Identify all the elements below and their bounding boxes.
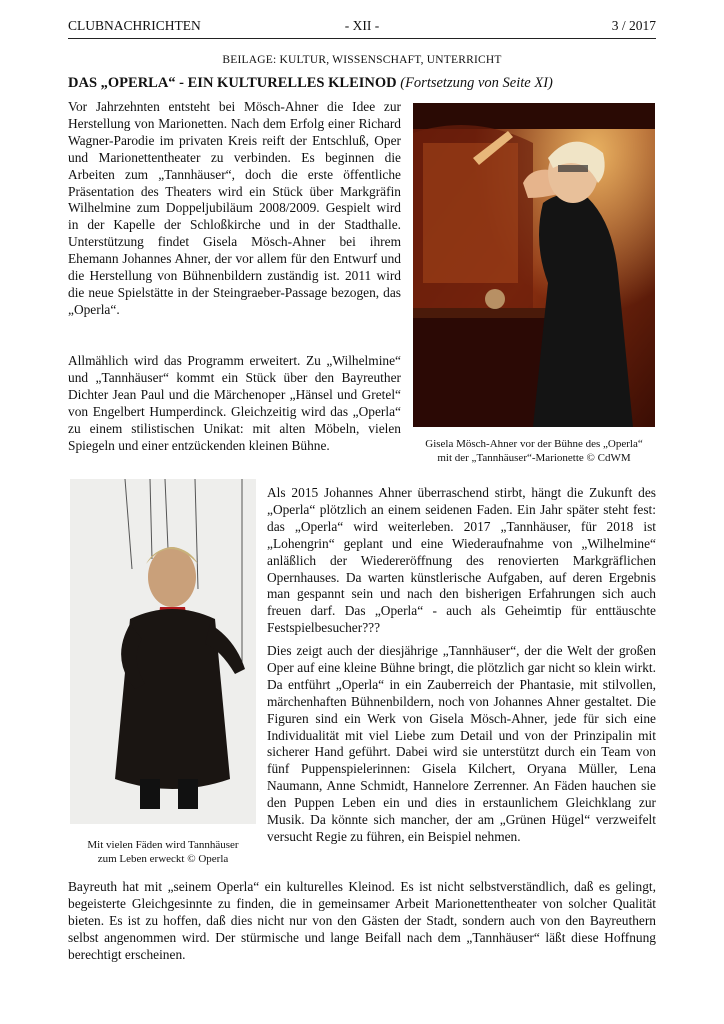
header-page-number: - XII - <box>344 18 380 33</box>
caption-woman-line-2: mit der „Tannhäuser“-Marionette © CdWM <box>437 452 631 464</box>
article-title-continued: (Fortsetzung von Seite XI) <box>400 75 553 91</box>
header-issue: 3 / 2017 <box>611 18 656 33</box>
article-title-main: DAS „OPERLA“ - EIN KULTURELLES KLEINOD <box>68 75 397 91</box>
photo-tannhaeuser-marionette <box>70 479 256 824</box>
paragraph-2: Allmählich wird das Programm erweitert. Zu „Wilhelmine“ und „Tannhäuser“ kommt ein Stück über den Bayreuther Dichter Jean Paul und die Märchenoper „Hänsel und Gretel“ von Engelbert Humperdinck. Gleichzeitig wird das „Operla“ zu einem stilistischen Unikat: mit alten Möbeln, vielen Spiegeln und einer entzückenden kleinen Bühne. <box>68 353 401 453</box>
caption-woman-photo <box>405 437 663 465</box>
caption-marionette-photo <box>62 838 264 866</box>
paragraph-3: Als 2015 Johannes Ahner überraschend stirbt, hängt die Zukunft des „Operla“ plötzlich an einem seidenen Faden. Ein Jahr später steht fest: das „Operla“ wird weiterleben. 2017 „Tannhäuser, für 2018 ist „Lohengrin“ geplant und eine Wiederaufnahme von „Wilhelmine“ anläßlich der Wiedereröffnung des renovierten Markgräflichen Opernhauses. Da warten künstlerische Aufgaben, auf deren Ergebnis man gespannt sein und nach den bisherigen Erfahrungen sich auch freuen darf. Das „Operla“ - auch als Geheimtip für enttäuschte Festspielbesucher??? <box>267 485 656 636</box>
caption-marionette-line-1: Mit vielen Fäden wird Tannhäuser <box>87 839 239 851</box>
paragraph-5: Bayreuth hat mit „seinem Operla“ ein kulturelles Kleinod. Es ist nicht selbstverständlich, daß es gelingt, begeisterte Gleichgesinnte zu finden, die in gemeinsamer Arbeit Marionettentheater von solcher Qualität bieten. Es ist zu hoffen, daß dies nicht nur von den Gästen der Stadt, sondern auch von den Bayreuthern selbst angenommen wird. Der stürmische und lange Beifall nach dem „Tannhäuser“ läßt diese Hoffnung berechtigt erscheinen. <box>68 879 656 962</box>
caption-woman-line-1: Gisela Mösch-Ahner vor der Bühne des „Operla“ <box>425 438 643 450</box>
photo-woman-at-stage <box>413 103 655 427</box>
paragraph-1: Vor Jahrzehnten entsteht bei Mösch-Ahner die Idee zur Herstellung von Marionetten. Nach dem Erfolg einer Richard Wagner-Parodie im privaten Kreis reift der Entschluß, Oper und Marionettentheater zu verbinden. Es beginnen die Arbeiten zum „Tannhäuser“, doch die erste öffentliche Präsentation des Theaters wird ein Stück über Markgräfin Wilhelmine zum Doppeljubiläum 2008/2009. Gespielt wird in der Kapelle der Schloßkirche und in der Stadthalle. Unterstützung findet Gisela Mösch-Ahner bei ihrem Ehemann Johannes Ahner, der vor allem für den Entwurf und die Herstellung von Bühnenbildern zuständig ist. 2011 wird die neue Spielstätte in der Steingraeber-Passage bezogen, das „Operla“. <box>68 99 401 317</box>
header-club-name: CLUBNACHRICHTEN <box>68 18 201 33</box>
supplement-line: BEILAGE: KULTUR, WISSENSCHAFT, UNTERRICHT <box>222 54 502 66</box>
caption-marionette-line-2: zum Leben erweckt © Operla <box>97 853 229 865</box>
article-title <box>68 75 553 92</box>
paragraph-4: Dies zeigt auch der diesjährige „Tannhäuser“, der die Welt der großen Oper auf eine kleine Bühne bringt, die plötzlich gar nicht so klein wirkt. Da entführt „Operla“ in ein Zauberreich der Phantasie, mit stilvollen, märchenhaften Bühnenbildern, noch von Johannes Ahner gestaltet. Die Figuren sind ein Werk von Gisela Mösch-Ahner, jede für sich eine Individualität mit viel Liebe zum Detail und von der Prinzipalin mit sicherer Hand geführt. Dabei wird sie unterstützt durch ein Team von fünf Puppenspielerinnen: Gisela Kilchert, Oryana Müller, Lena Naumann, Anne Schmidt, Hannelore Zerrenner. An Fäden hauchen sie den Puppen Leben ein und dies in erstaunlichem Gleichklang zur Musik. Da könnte sich mancher, der am „Grünen Hügel“ verzweifelt versucht Regie zu führen, ein Beispiel nehmen. <box>267 643 656 844</box>
page-header <box>68 16 656 39</box>
